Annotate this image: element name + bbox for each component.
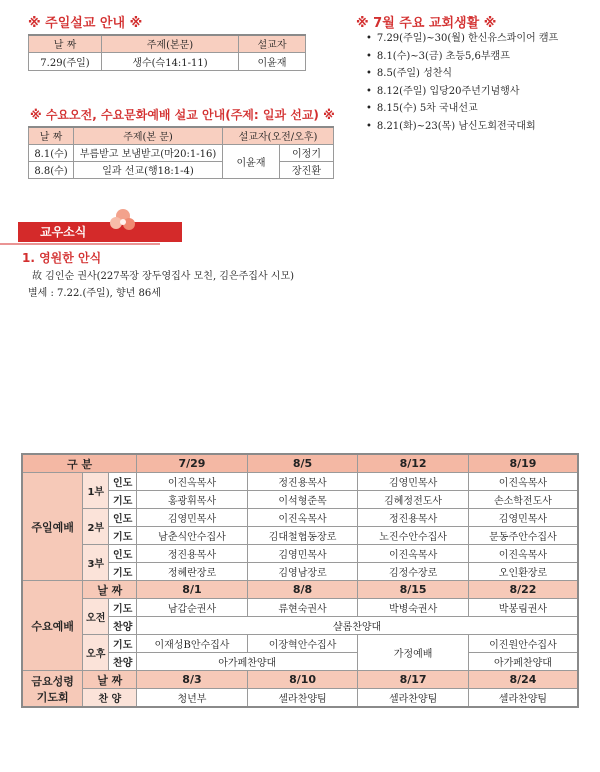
cell: 이석형준목 bbox=[247, 491, 358, 509]
cell: 이진옥목사 bbox=[247, 509, 358, 527]
header-label: 구 분 bbox=[22, 454, 137, 473]
news-line-1: 故 김인순 권사(227목장 장두영집사 모친, 김은주집사 시모) bbox=[32, 271, 295, 282]
wed-pm-label: 오후 bbox=[83, 635, 109, 671]
date-label: 날 짜 bbox=[83, 581, 137, 599]
cell: 셀라찬양팀 bbox=[358, 689, 469, 708]
wednesday-sermon-table bbox=[28, 126, 334, 179]
wednesday-worship-label: 수요예배 bbox=[22, 581, 83, 671]
wed-date: 8/22 bbox=[468, 581, 578, 599]
fri-date: 8/17 bbox=[358, 671, 469, 689]
cell: 박봉림권사 bbox=[468, 599, 578, 617]
cell: 셀라찬양팀 bbox=[468, 689, 578, 708]
cell: 정진용목사 bbox=[247, 473, 358, 491]
cell: 정진용목사 bbox=[358, 509, 469, 527]
sermon-date: 7.29(주일) bbox=[29, 52, 102, 70]
july-events-title: ※ 7월 주요 교회생활 ※ bbox=[356, 16, 497, 31]
cell: 문동주안수집사 bbox=[468, 527, 578, 545]
service-2-label: 2부 bbox=[83, 509, 109, 545]
cell: 김대철협동장로 bbox=[247, 527, 358, 545]
cell: 정진용목사 bbox=[137, 545, 248, 563]
col-date: 날 짜 bbox=[29, 35, 102, 52]
news-banner: 교우소식 bbox=[18, 222, 182, 242]
event-item: • 8.21(화)~23(목) 남신도회전국대회 bbox=[366, 118, 558, 136]
wed-date: 8.8(수) bbox=[29, 161, 74, 178]
sunday-sermon-table bbox=[28, 34, 306, 71]
cell: 이진원안수집사 bbox=[468, 635, 578, 653]
sermon-preacher: 이윤재 bbox=[239, 52, 306, 70]
col-topic: 주제(본 문) bbox=[74, 127, 223, 144]
cell: 오인환장로 bbox=[468, 563, 578, 581]
flower-icon bbox=[108, 206, 138, 236]
cell: 김혜정전도사 bbox=[358, 491, 469, 509]
date-label: 날 짜 bbox=[83, 671, 137, 689]
wed-am-praise: 샬롬찬양대 bbox=[137, 617, 578, 635]
fri-date: 8/24 bbox=[468, 671, 578, 689]
cell: 이진옥목사 bbox=[358, 545, 469, 563]
col-preacher: 설교자(오전/오후) bbox=[223, 127, 334, 144]
wed-am-label: 오전 bbox=[83, 599, 109, 635]
cell: 김영민목사 bbox=[358, 473, 469, 491]
prayer-label: 기도 bbox=[109, 527, 137, 545]
cell: 이진옥목사 bbox=[137, 473, 248, 491]
wed-date: 8/15 bbox=[358, 581, 469, 599]
fri-praise-label: 찬 양 bbox=[83, 689, 137, 708]
wed-date: 8.1(수) bbox=[29, 144, 74, 161]
wed-date: 8/8 bbox=[247, 581, 358, 599]
wed-topic: 부름받고 보냄받고(마20:1-16) bbox=[74, 144, 223, 161]
col-topic: 주제(본문) bbox=[102, 35, 239, 52]
cell: 이재성B안수집사 bbox=[137, 635, 248, 653]
event-item: • 8.5(주일) 성찬식 bbox=[366, 65, 558, 83]
cell: 김영민목사 bbox=[247, 545, 358, 563]
event-item: • 8.12(주일) 입당20주년기념행사 bbox=[366, 83, 558, 101]
cell: 김정수장로 bbox=[358, 563, 469, 581]
cell: 류현숙권사 bbox=[247, 599, 358, 617]
cell: 홍광휘목사 bbox=[137, 491, 248, 509]
lead-label: 인도 bbox=[109, 545, 137, 563]
friday-label-1: 금요성령 bbox=[31, 674, 74, 688]
prayer-label: 기도 bbox=[109, 563, 137, 581]
fri-date: 8/10 bbox=[247, 671, 358, 689]
wed-pm-praise: 아가페찬양대 bbox=[137, 653, 358, 671]
cell: 김영남장로 bbox=[247, 563, 358, 581]
cell: 김영민목사 bbox=[137, 509, 248, 527]
sunday-worship-label: 주일예배 bbox=[22, 473, 83, 581]
cell: 셀라찬양팀 bbox=[247, 689, 358, 708]
wed-pm-preacher: 장진환 bbox=[280, 161, 334, 178]
schedule-table bbox=[21, 453, 579, 708]
praise-label: 찬양 bbox=[109, 653, 137, 671]
service-3-label: 3부 bbox=[83, 545, 109, 581]
news-section-title: 1. 영원한 안식 bbox=[22, 251, 102, 265]
cell: 청년부 bbox=[137, 689, 248, 708]
lead-label: 인도 bbox=[109, 509, 137, 527]
cell: 김영민목사 bbox=[468, 509, 578, 527]
prayer-label: 기도 bbox=[109, 491, 137, 509]
prayer-label: 기도 bbox=[109, 599, 137, 617]
wed-pm-praise: 아가페찬양대 bbox=[468, 653, 578, 671]
cell: 남갑순권사 bbox=[137, 599, 248, 617]
july-events-list bbox=[366, 30, 558, 135]
news-line-2: 별세 : 7.22.(주일), 향년 86세 bbox=[28, 288, 161, 299]
fri-date: 8/3 bbox=[137, 671, 248, 689]
sunday-date: 8/5 bbox=[247, 454, 358, 473]
wed-topic: 일과 선교(행18:1-4) bbox=[74, 161, 223, 178]
praise-label: 찬양 bbox=[109, 617, 137, 635]
col-preacher: 설교자 bbox=[239, 35, 306, 52]
col-date: 날 짜 bbox=[29, 127, 74, 144]
cell: 이진옥목사 bbox=[468, 545, 578, 563]
sunday-date: 8/19 bbox=[468, 454, 578, 473]
lead-label: 인도 bbox=[109, 473, 137, 491]
wed-pm-preacher: 이정기 bbox=[280, 144, 334, 161]
wed-am-preacher: 이윤재 bbox=[223, 144, 280, 178]
wednesday-sermon-title: ※ 수요오전, 수요문화예배 설교 안내(주제: 일과 선교) ※ bbox=[30, 108, 335, 122]
prayer-label: 기도 bbox=[109, 635, 137, 653]
cell: 노진수안수집사 bbox=[358, 527, 469, 545]
cell: 이장혁안수집사 bbox=[247, 635, 358, 653]
friday-prayer-label bbox=[22, 671, 83, 708]
cell: 이진옥목사 bbox=[468, 473, 578, 491]
event-item: • 8.15(수) 5차 국내선교 bbox=[366, 100, 558, 118]
cell: 손소학전도사 bbox=[468, 491, 578, 509]
event-item: • 7.29(주일)~30(월) 한신유스콰이어 캠프 bbox=[366, 30, 558, 48]
cell: 박병숙권사 bbox=[358, 599, 469, 617]
friday-label-2: 기도회 bbox=[36, 690, 69, 704]
cell: 정혜란장로 bbox=[137, 563, 248, 581]
wed-date: 8/1 bbox=[137, 581, 248, 599]
sermon-topic: 생수(슥14:1-11) bbox=[102, 52, 239, 70]
event-item: • 8.1(수)~3(금) 초등5,6부캠프 bbox=[366, 48, 558, 66]
sunday-date: 8/12 bbox=[358, 454, 469, 473]
sunday-sermon-title: ※ 주일설교 안내 ※ bbox=[28, 16, 143, 31]
wed-pm-family: 가정예배 bbox=[358, 635, 469, 671]
sunday-date: 7/29 bbox=[137, 454, 248, 473]
service-1-label: 1부 bbox=[83, 473, 109, 509]
cell: 남춘식안수집사 bbox=[137, 527, 248, 545]
